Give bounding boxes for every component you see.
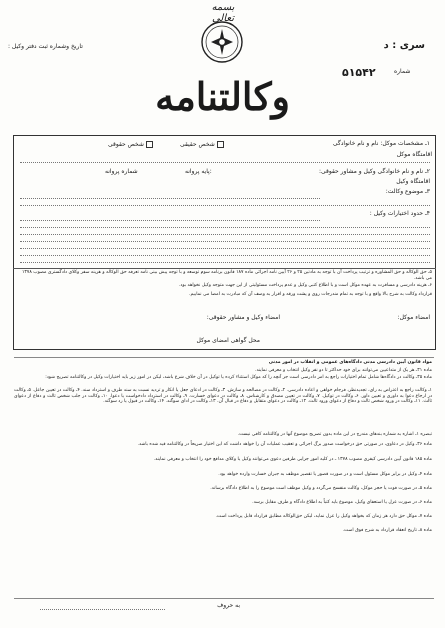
- client-section-label: ۱ـ مشخصات موکل: نام و نام خانوادگی: [332, 140, 430, 147]
- natural-person-label: شخص حقیقی: [180, 141, 215, 148]
- law-article-36: ماده ۳۶ـ وکیل در دعاوی، در صورتی حق درخواست صدور برگ اجرائی و تعقیب عملیات آن را خواهد داشت که این اختیار صریحاً در وکالتنامه قید شده باشد.: [137, 442, 432, 447]
- serial-number: ۵۱۵۴۲: [342, 66, 376, 79]
- law-article-6: ماده ۶ـ در صورت عزل یا استعفای وکیل، موضوع باید کتباً به اطلاع دادگاه و طرف مقابل برسد.: [252, 500, 432, 505]
- powers-line-3[interactable]: [20, 234, 430, 235]
- clause-6-costs: ۶ـ هزینه دادرسی و مسافرت به عهده موکل است و با اطلاع کتبی وکیل و عدم پرداخت مسئولیتی از این جهت متوجه وکیل نخواهد بود.: [178, 283, 432, 288]
- client-address-label: اقامتگاه موکل: [396, 151, 432, 158]
- law-article-8: ماده ۸ـ تاریخ انعقاد قرارداد به شرح فوق است.: [342, 528, 432, 533]
- law-article-185: ماده ۱۸۵ قانون آیین دادرسی کیفری مصوب ۱۳۷۸ ـ در کلیه امور جزایی طرفین دعوی می‌توانند وکیل یا وکلای مدافع خود را انتخاب و معرفی نمایند.: [153, 457, 432, 462]
- law-article-31: ماده ۳۱ـ هر یک از متداعیین می‌توانند برای خود حداکثر تا دو نفر وکیل انتخاب و معرفی نمایند.: [255, 368, 432, 373]
- law-article-35-items: ۱ـ وکالت راجع به اعتراض به رای، تجدیدنظر، فرجام خواهی و اعاده دادرسی. ۲ـ وکالت در مصالحه و سازش. ۳ـ وکالت در ادعای جعل یا انکار و تردید نسبت به سند طرف و استرداد سند. ۴ـ وکالت در تعیین جاعل. ۵ـ وکالت در ارجاع دعوا به داوری و تعیین داور. ۶ـ وکالت در توکیل. ۷ـ وکالت در تعیین مصدق و کارشناس. ۸ـ وکالت در دعوای خسارت. ۹ـ وکالت در استرداد دادخواست یا دعوا. ۱۰ـ وکالت در جلب شخص ثالث و دفاع از دعوای ثالث. ۱۱ـ وکالت در ورود شخص ثالث و دفاع از دعوای ورود ثالث. ۱۲ـ وکالت در دعوای متقابل و دفاع در قبال آن. ۱۳ـ وکالت در ادای سوگند. ۱۴ـ وکالت در قبول یا رد سوگند.: [14, 388, 433, 405]
- license-number-label: شماره پروانه: [105, 168, 138, 175]
- lower-heading: مواد قانون آیین دادرسی مدنی دادگاه‌های عمومی و انقلاب در امور مدنی: [268, 360, 432, 365]
- page-title: وکالتنامه: [155, 74, 290, 119]
- in-words-line[interactable]: [40, 609, 165, 610]
- powers-line-2[interactable]: [20, 227, 430, 228]
- lawyer-signature-label: امضاء وکیل و مشاور حقوقی:: [206, 314, 280, 321]
- registration-date-caption: تاریخ وشماره ثبت دفتر وکیل :: [8, 43, 83, 50]
- license-grade-label: پایه پروانه:: [185, 168, 212, 175]
- emblem-icon: [200, 20, 244, 64]
- in-words-label: به حروف: [217, 602, 240, 609]
- client-address-line[interactable]: [20, 162, 430, 163]
- natural-person-option[interactable]: [180, 141, 224, 148]
- series-label: سری : د: [383, 40, 425, 51]
- powers-line-7[interactable]: [20, 262, 430, 263]
- powers-line-6[interactable]: [20, 255, 430, 256]
- law-article-4: ماده ۴ـ وکیل در برابر موکل مسئول است و در صورت قصور یا تقصیر موظف به جبران خسارت وارده خواهد بود.: [218, 472, 432, 477]
- lawyer-section-label: ۲ـ نام و نام خانوادگی وکیل و مشاور حقوقی:: [318, 168, 430, 175]
- lawyer-address-label: اقامتگاه وکیل: [396, 178, 430, 185]
- law-article-7: ماده ۷ـ موکل حق دارد هر زمان که بخواهد وکیل را عزل نماید، لیکن حق‌الوکاله مطابق قرارداد قابل پرداخت است.: [215, 514, 432, 519]
- subject-line-1[interactable]: [20, 198, 320, 199]
- serial-label: شماره: [394, 68, 411, 75]
- legal-person-label: شخص حقوقی: [108, 141, 144, 148]
- subject-label: ۳ـ موضوع وکالت:: [385, 188, 430, 195]
- subject-line-2[interactable]: [20, 205, 430, 206]
- powers-line-5[interactable]: [20, 248, 430, 249]
- lower-bottom-rule: [14, 598, 434, 599]
- client-signature-label: امضاء موکل:: [397, 314, 430, 321]
- lower-top-rule: [14, 357, 434, 358]
- law-note-1: تبصره ۱ـ اشاره به شماره بندهای مندرج در این ماده بدون تصریح موضوع آنها در وکالتنامه کافی نیست.: [237, 432, 432, 437]
- legal-person-option[interactable]: [108, 141, 153, 148]
- natural-person-checkbox[interactable]: [217, 141, 224, 148]
- law-article-5: ماده ۵ـ در صورت فوت یا حجر موکل، وکالت منفسخ می‌گردد و وکیل موظف است موضوع را به اطلاع دادگاه برساند.: [210, 486, 432, 491]
- law-article-35: ماده ۳۵ـ وکالت در دادگاه‌ها شامل تمام اختیارات راجع به امر دادرسی است جز آنچه را که موکل استثناء کرده یا توکیل در آن خلاف شرع باشد، لیکن در امور زیر باید اختیارات وکیل در وکالتنامه تصریح شود:: [45, 375, 432, 380]
- powers-line-1[interactable]: [20, 220, 320, 221]
- bismillah: بسمه تعالی: [211, 2, 235, 24]
- witness-label: محل گواهی امضای موکل: [196, 337, 260, 344]
- powers-label: ۴ـ حدود اختیارات وکیل :: [369, 210, 430, 217]
- powers-line-4[interactable]: [20, 241, 430, 242]
- form-divider: [13, 268, 436, 269]
- agreement-statement: قرارداد وکالت به شرح بالا واقع و با توجه به تمام مندرجات روی و پشت ورقه و اقرار به وصف آن که مبادرت به امضا می نماییم.: [189, 292, 432, 297]
- clause-5-fee: ۵ـ حق الوکاله و حق المشاوره و ترتیب پرداخت آن با توجه به مادتین ۲۵ و ۲۶ آیین نامه اجرائی ماده ۱۸۷ قانون برنامه سوم توسعه و با توجه پیش بینی نامه تعرفه حق الوکاله و هزینه سفر وکلای دادگستری مصوب ۱۳۷۸ می باشد.: [21, 270, 432, 281]
- serial-row: [342, 66, 422, 80]
- legal-person-checkbox[interactable]: [146, 141, 153, 148]
